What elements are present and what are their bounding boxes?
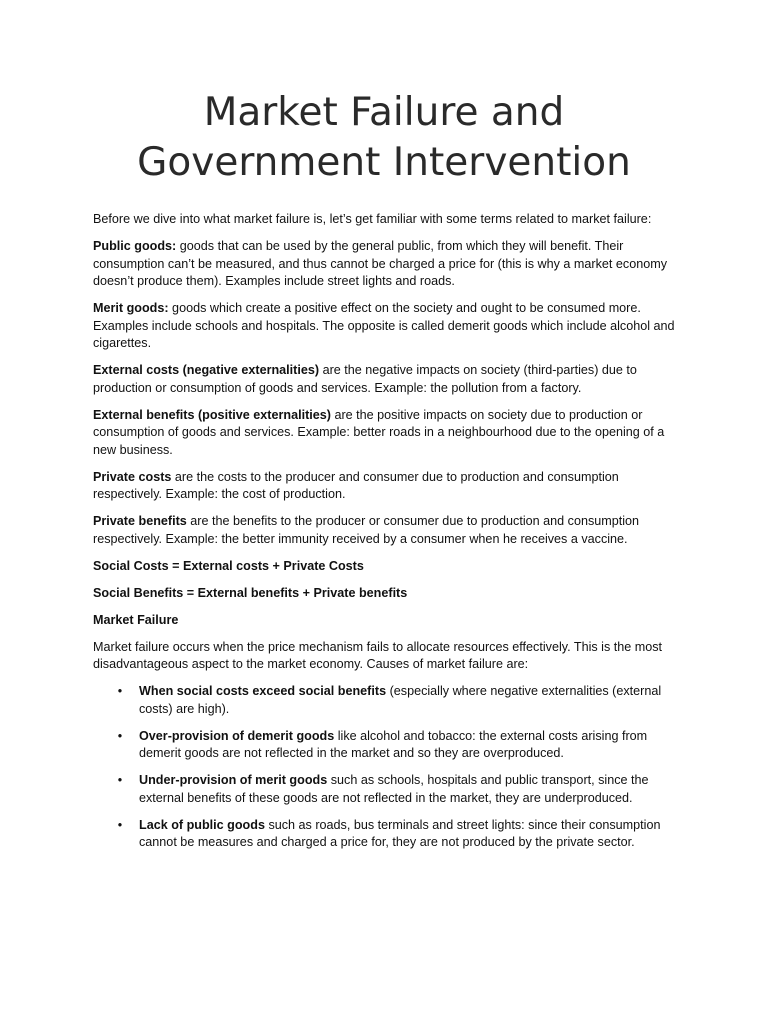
term-definition: are the positive impacts on society due to production or consumption of goods and services. Example: better roads in a neighbourhood due to the opening of a new business.: [93, 407, 665, 457]
term-paragraph: [93, 407, 683, 460]
term-name: Private costs: [93, 469, 172, 484]
term-name: Merit goods:: [93, 301, 169, 315]
term-definition: goods which create a positive effect on the society and ought to be consumed more. Examples include schools and hospitals. The opposite is called demerit goods which include alcohol and cigarettes.: [93, 301, 675, 350]
term-name: External costs (negative externalities): [93, 363, 320, 377]
intro-paragraph: Before we dive into what market failure is, let’s get familiar with some terms related to market failure:: [93, 212, 652, 226]
bullet-icon: •: [117, 773, 123, 787]
title-line-2: Government Intervention: [137, 140, 631, 185]
document-body: [93, 211, 683, 861]
list-item: [93, 817, 683, 852]
cause-lead: Under-provision of merit goods: [139, 773, 328, 787]
term-definition: goods that can be used by the general public, from which they will benefit. Their consumption can’t be measured, and thus cannot be charged a price for (this is why a market economy doesn’t produce them). Examples include street lights and roads.: [93, 239, 668, 288]
cause-text: such as roads, bus terminals and street lights: since their consumption cannot be measures and charged a price for, they are not produced by the private sector.: [139, 817, 661, 849]
list-item: [93, 683, 683, 718]
document-title: [60, 88, 708, 188]
term-name: Private benefits: [93, 514, 187, 528]
term-paragraph: [93, 300, 683, 353]
list-item: [93, 772, 683, 807]
term-paragraph: [93, 513, 683, 548]
term-name: Public goods:: [93, 239, 177, 253]
social-costs-formula: Social Costs = External costs + Private Costs: [93, 558, 364, 573]
section-heading: Market Failure: [93, 612, 179, 627]
cause-text: like alcohol and tobacco: the external costs arising from demerit goods are not reflected in the market and so they are overproduced.: [139, 728, 648, 760]
term-paragraph: [93, 362, 683, 397]
cause-lead: When social costs exceed social benefits: [139, 684, 387, 698]
cause-lead: Over-provision of demerit goods: [139, 728, 335, 743]
term-paragraph: [93, 238, 683, 291]
section-intro: Market failure occurs when the price mechanism fails to allocate resources effectively. This is the most disadvantageous aspect to the market economy. Causes of market failure are:: [93, 639, 663, 671]
term-definition: are the costs to the producer and consumer due to production and consumption respectively. Example: the cost of production.: [93, 469, 619, 501]
bullet-icon: •: [117, 684, 123, 698]
list-item: [93, 728, 683, 763]
causes-list: [93, 683, 683, 852]
bullet-icon: •: [117, 817, 123, 832]
term-definition: are the negative impacts on society (third-parties) due to production or consumption of goods and services. Example: the pollution from a factory.: [93, 363, 637, 395]
social-benefits-formula: Social Benefits = External benefits + Private benefits: [93, 585, 408, 600]
cause-text: such as schools, hospitals and public transport, since the external benefits of these goods are not reflected in the market, they are underproduced.: [139, 773, 649, 805]
term-paragraph: [93, 469, 683, 504]
term-name: External benefits (positive externalities): [93, 407, 331, 422]
cause-lead: Lack of public goods: [139, 817, 265, 832]
term-definition: are the benefits to the producer or consumer due to production and consumption respectively. Example: the better immunity received by a consumer when he receives a vaccine.: [93, 514, 640, 546]
bullet-icon: •: [117, 728, 123, 743]
title-line-1: Market Failure and: [203, 90, 565, 135]
cause-text: (especially where negative externalities (external costs) are high).: [139, 684, 662, 716]
